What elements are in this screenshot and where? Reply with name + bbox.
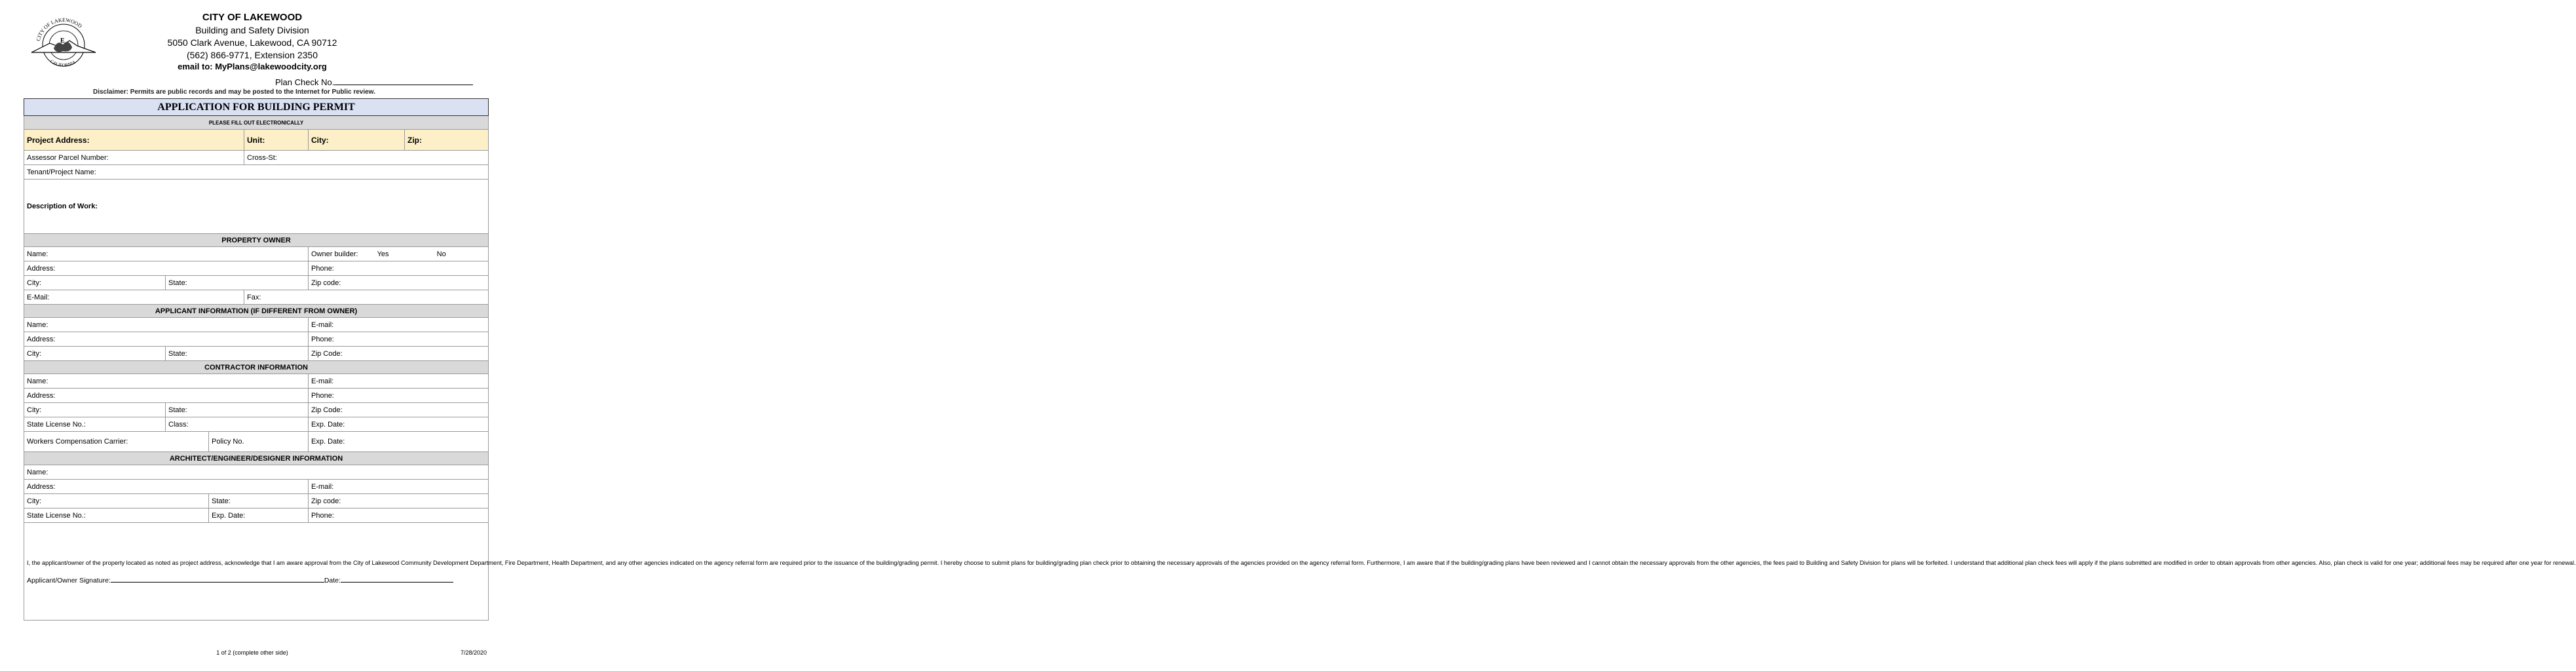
section-contractor: CONTRACTOR INFORMATION bbox=[24, 361, 489, 374]
owner-city-field[interactable]: City: bbox=[24, 276, 166, 290]
signature-date-input[interactable] bbox=[341, 576, 453, 583]
applicant-state-field[interactable]: State: bbox=[166, 347, 309, 361]
signature-input[interactable] bbox=[111, 576, 324, 583]
owner-email-field[interactable]: E-Mail: bbox=[24, 290, 244, 305]
owner-builder-yes[interactable]: Yes bbox=[377, 250, 389, 258]
applicant-phone-field[interactable]: Phone: bbox=[309, 332, 489, 347]
unit-field[interactable]: Unit: bbox=[244, 130, 309, 151]
project-city-field[interactable]: City: bbox=[309, 130, 405, 151]
contractor-phone-field[interactable]: Phone: bbox=[309, 389, 489, 403]
applicant-name-field[interactable]: Name: bbox=[24, 318, 309, 332]
owner-phone-field[interactable]: Phone: bbox=[309, 261, 489, 276]
signature-label: Applicant/Owner Signature: bbox=[27, 576, 111, 585]
owner-builder-label: Owner builder: bbox=[311, 250, 358, 258]
fill-note: PLEASE FILL OUT ELECTRONICALLY bbox=[24, 116, 489, 130]
contractor-exp-field[interactable]: Exp. Date: bbox=[309, 417, 489, 432]
architect-zip-field[interactable]: Zip code: bbox=[309, 494, 489, 508]
division-name: Building and Safety Division bbox=[195, 25, 309, 35]
contractor-zip-field[interactable]: Zip Code: bbox=[309, 403, 489, 417]
plan-check-label: Plan Check No. bbox=[275, 77, 335, 87]
applicant-email-field[interactable]: E-mail: bbox=[309, 318, 489, 332]
owner-state-field[interactable]: State: bbox=[166, 276, 309, 290]
contractor-address-field[interactable]: Address: bbox=[24, 389, 309, 403]
city-phone: (562) 866-9771, Extension 2350 bbox=[186, 50, 318, 60]
apn-field[interactable]: Assessor Parcel Number: bbox=[24, 151, 244, 165]
description-field[interactable] bbox=[24, 180, 489, 234]
disclaimer: Disclaimer: Permits are public records and may be posted to the Internet for Public review. bbox=[93, 88, 375, 96]
contractor-name-field[interactable]: Name: bbox=[24, 374, 309, 389]
owner-zip-field[interactable]: Zip code: bbox=[309, 276, 489, 290]
policy-number-field[interactable]: Policy No. bbox=[209, 432, 309, 452]
city-seal-logo bbox=[30, 14, 97, 72]
contractor-city-field[interactable]: City: bbox=[24, 403, 166, 417]
owner-address-field[interactable]: Address: bbox=[24, 261, 309, 276]
architect-phone-field[interactable]: Phone: bbox=[309, 508, 489, 523]
plan-check-number bbox=[275, 77, 473, 87]
architect-license-field[interactable]: State License No.: bbox=[24, 508, 209, 523]
applicant-city-field[interactable]: City: bbox=[24, 347, 166, 361]
description-label: Description of Work: bbox=[27, 202, 98, 210]
applicant-zip-field[interactable]: Zip Code: bbox=[309, 347, 489, 361]
acknowledgement-block bbox=[24, 523, 2576, 621]
owner-builder-no[interactable]: No bbox=[436, 250, 446, 258]
architect-name-field[interactable]: Name: bbox=[24, 465, 489, 480]
cross-street-field[interactable]: Cross-St: bbox=[244, 151, 489, 165]
contractor-class-field[interactable]: Class: bbox=[166, 417, 309, 432]
architect-address-field[interactable]: Address: bbox=[24, 480, 309, 494]
page-number: 1 of 2 (complete other side) bbox=[216, 649, 288, 656]
project-zip-field[interactable]: Zip: bbox=[405, 130, 489, 151]
form-title: APPLICATION FOR BUILDING PERMIT bbox=[24, 99, 489, 116]
project-address-field[interactable]: Project Address: bbox=[24, 130, 244, 151]
svg-text:CALIFORNIA: CALIFORNIA bbox=[48, 58, 77, 68]
section-property-owner: PROPERTY OWNER bbox=[24, 234, 489, 247]
applicant-address-field[interactable]: Address: bbox=[24, 332, 309, 347]
workers-comp-field[interactable]: Workers Compensation Carrier: bbox=[24, 432, 209, 452]
acknowledgement-text: I, the applicant/owner of the property located as noted as project address, acknowledge that I am aware approval from the City of Lakewood Community Development Department, Fire Department, Health Department, and any other agencies indicated on the agency referral form are required prior to the issuance of the building/grading permit. I hereby choose to submit plans for building/grading plan check prior to obtaining the necessary approvals of the agencies provided on the agency referral form. Furthermore, I am aware that if the building/grading plans have been reviewed and I cannot obtain the necessary approvals from the other agencies, the fees paid to Building and Safety Division for plans will be forfeited. I understand that additional plan check fees will apply if the plans submitted are modified in order to obtain approvals from other agencies. Also, plan check is valid for one year; additional fees may be required after one year for renewal. bbox=[27, 559, 2576, 566]
svg-text:CITY OF LAKEWOOD: CITY OF LAKEWOOD bbox=[35, 16, 83, 42]
revision-date: 7/28/2020 bbox=[460, 649, 487, 656]
architect-state-field[interactable]: State: bbox=[209, 494, 309, 508]
contractor-license-field[interactable]: State License No.: bbox=[24, 417, 166, 432]
contractor-state-field[interactable]: State: bbox=[166, 403, 309, 417]
policy-exp-field[interactable]: Exp. Date: bbox=[309, 432, 489, 452]
owner-name-field[interactable]: Name: bbox=[24, 247, 309, 261]
plan-check-input[interactable] bbox=[334, 77, 473, 85]
architect-exp-field[interactable]: Exp. Date: bbox=[209, 508, 309, 523]
svg-text:E: E bbox=[60, 37, 65, 45]
city-address: 5050 Clark Avenue, Lakewood, CA 90712 bbox=[167, 37, 337, 48]
owner-builder-field[interactable] bbox=[309, 247, 489, 261]
section-architect: ARCHITECT/ENGINEER/DESIGNER INFORMATION bbox=[24, 452, 489, 465]
date-label: Date: bbox=[324, 576, 341, 585]
tenant-field[interactable]: Tenant/Project Name: bbox=[24, 165, 489, 180]
submission-email: email to: MyPlans@lakewoodcity.org bbox=[178, 62, 327, 71]
owner-fax-field[interactable]: Fax: bbox=[244, 290, 489, 305]
contractor-email-field[interactable]: E-mail: bbox=[309, 374, 489, 389]
section-applicant: APPLICANT INFORMATION (IF DIFFERENT FROM OWNER) bbox=[24, 305, 489, 318]
signature-line bbox=[27, 576, 485, 585]
permit-application-form bbox=[24, 98, 2576, 621]
city-name: CITY OF LAKEWOOD bbox=[202, 12, 303, 23]
architect-city-field[interactable]: City: bbox=[24, 494, 209, 508]
architect-email-field[interactable]: E-mail: bbox=[309, 480, 489, 494]
